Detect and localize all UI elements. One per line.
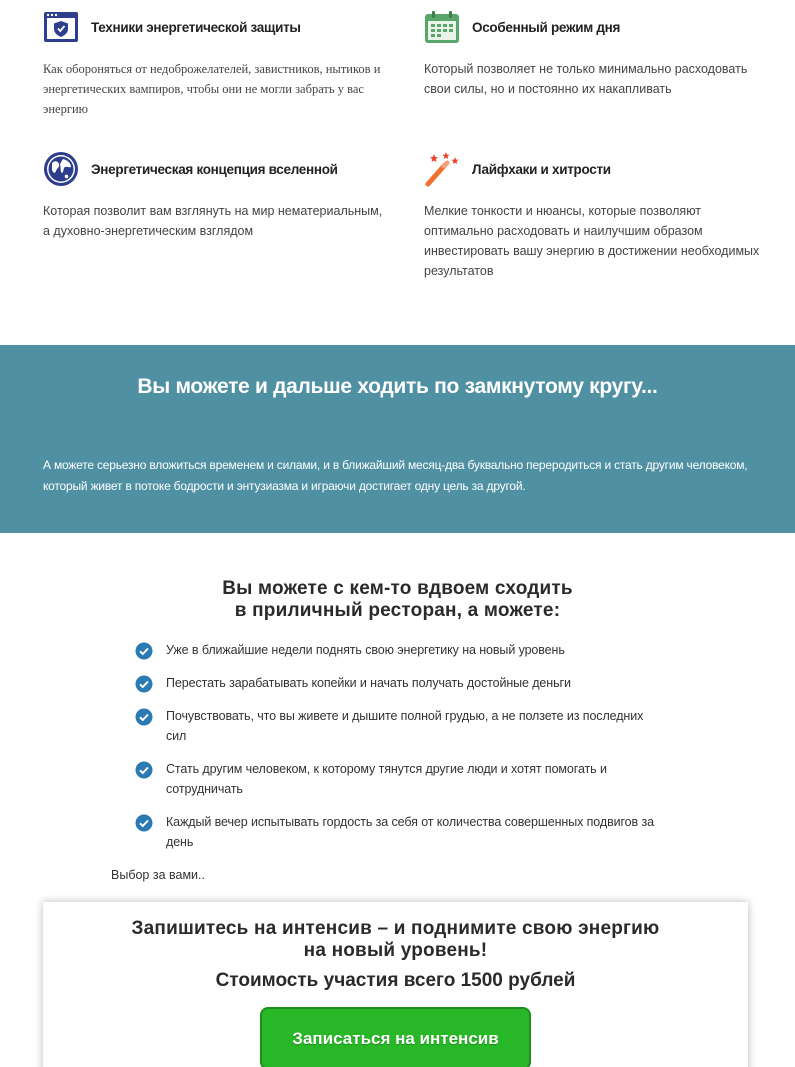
section-title [0,578,795,622]
shield-browser-icon [43,9,79,45]
feature-universe-concept [43,151,383,241]
calendar-icon [424,9,460,45]
check-circle-icon [135,642,153,660]
magic-wand-icon [424,151,460,187]
list-item-text: Почувствовать, что вы живете и дышите полной грудью, а не ползете из последних сил [166,709,644,743]
check-circle-icon [135,761,153,779]
feature-lifehacks [424,151,764,281]
list-item [135,759,665,799]
feature-title: Техники энергетической защиты [91,19,301,35]
list-item-text: Каждый вечер испытывать гордость за себя от количества совершенных подвигов за день [166,815,654,849]
feature-title: Особенный режим дня [472,19,621,35]
list-item [135,640,665,660]
signup-title-line: Запишитесь на интенсив – и поднимите свою энергию [131,918,660,939]
section-title-line: Вы можете с кем-то вдвоем сходить [222,578,573,599]
signup-title [43,918,748,962]
feature-text: Как обороняться от недоброжелателей, завистников, нытиков и энергетических вампиров, чтобы они не могли забрать у вас энергию [43,62,381,116]
list-item-text: Уже в ближайшие недели поднять свою энергетику на новый уровень [166,643,565,657]
feature-title: Лайфхаки и хитрости [472,161,611,177]
feature-text: Которая позволит вам взглянуть на мир нематериальным, а духовно-энергетическим взглядом [43,204,383,238]
list-item-text: Перестать зарабатывать копейки и начать получать достойные деньги [166,676,571,690]
check-circle-icon [135,708,153,726]
list-item [135,812,665,852]
banner-text: А можете серьезно вложиться временем и силами, и в ближайший месяц-два буквально переродиться и стать другим человеком, который живет в потоке бодрости и энтузиазма и играючи достигает одну цель за другой. [43,458,748,493]
feature-day-routine [424,9,764,99]
feature-text: Который позволяет не только минимально расходовать свои силы, но и постоянно их накапливать [424,62,748,96]
list-item [135,706,665,746]
feature-text: Мелкие тонкости и нюансы, которые позволяют оптимально расходовать и наилучшим образом инвестировать вашу энергию в достижении необходимых результатов [424,204,760,278]
check-circle-icon [135,675,153,693]
signup-button[interactable]: Записаться на интенсив [260,1007,531,1067]
globe-icon [43,151,79,187]
banner-title: Вы можете и дальше ходить по замкнутому кругу... [137,375,658,398]
price-text: Стоимость участия всего 1500 рублей [215,970,576,991]
check-circle-icon [135,814,153,832]
feature-title: Энергетическая концепция вселенной [91,161,338,177]
list-item [135,673,665,693]
choice-text: Выбор за вами.. [111,868,205,882]
list-item-text: Стать другим человеком, к которому тянутся другие люди и хотят помогать и сотрудничать [166,762,607,796]
feature-energy-protection [43,9,383,119]
benefits-list [135,640,665,865]
section-title-line: в приличный ресторан, а можете: [234,600,561,621]
signup-title-line: на новый уровень! [303,940,488,961]
vicious-circle-banner [0,345,795,533]
signup-card [43,902,748,1067]
